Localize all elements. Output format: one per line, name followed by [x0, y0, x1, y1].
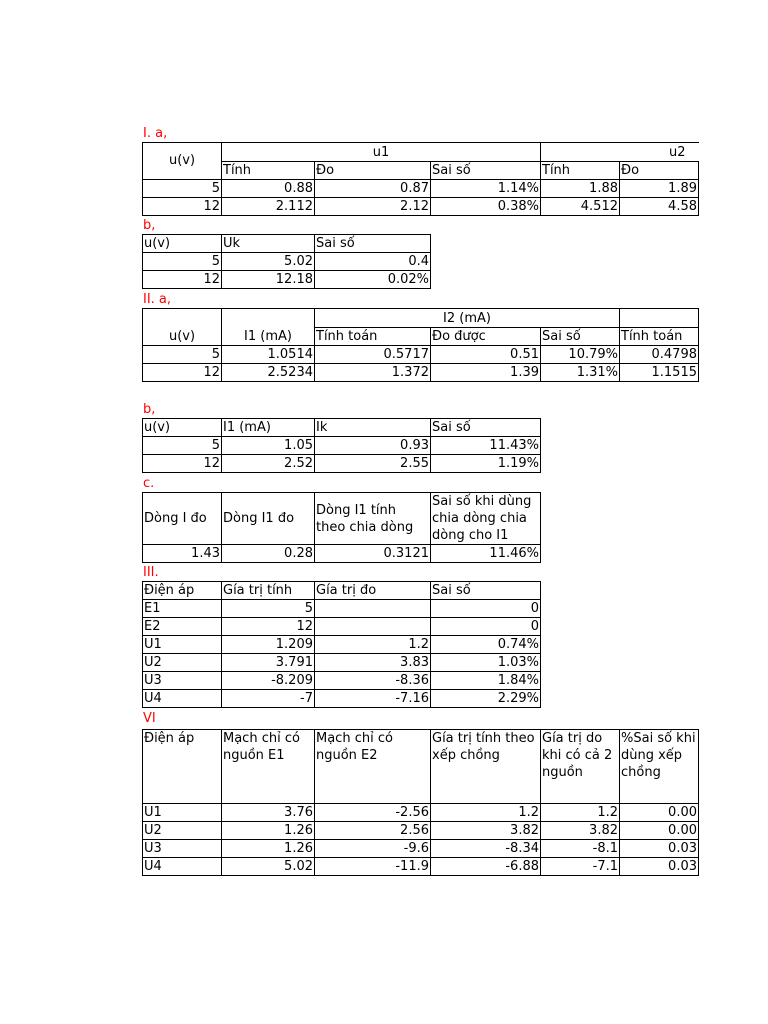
cell: -8.34 — [431, 840, 541, 858]
header-mach-e1: Mạch chỉ có nguồn E1 — [222, 730, 315, 804]
section-label-1a: I. a, — [143, 126, 168, 141]
cell: 2.5234 — [222, 364, 315, 382]
cell: 12 — [222, 618, 315, 636]
cell: 0.00 — [620, 804, 699, 822]
header-saiso: Sai số — [431, 582, 541, 600]
section-label-2c: c. — [143, 476, 155, 491]
header-ik: Ik — [315, 419, 431, 437]
cell: 0.93 — [315, 437, 431, 455]
section-label-3: III. — [143, 565, 159, 580]
table-row — [143, 654, 541, 672]
header-u1: u1 — [222, 143, 541, 162]
cell: 1.2 — [541, 804, 620, 822]
header-saiso: Sai số — [541, 327, 620, 346]
header-uv: u(v) — [143, 309, 222, 346]
cell: 0.5717 — [315, 346, 431, 364]
cell: 0.4 — [315, 253, 431, 271]
table-row — [143, 271, 431, 289]
cell: -7.1 — [541, 858, 620, 876]
cell: 5 — [143, 346, 222, 364]
cell: 1.03% — [431, 654, 541, 672]
cell: 0.02% — [315, 271, 431, 289]
cell: 3.76 — [222, 804, 315, 822]
header-gia-tri-tinh: Gía trị tính — [222, 582, 315, 600]
header-gia-tri-xep-chong: Gía trị tính theo xếp chồng — [431, 730, 541, 804]
cell: 0.51 — [431, 346, 541, 364]
cell: -7.16 — [315, 690, 431, 708]
header-uk: Uk — [222, 235, 315, 253]
cell: 2.55 — [315, 455, 431, 473]
cell: 0.88 — [222, 180, 315, 198]
cell: 1.372 — [315, 364, 431, 382]
section-label-1b: b, — [143, 218, 156, 233]
cell: 1.26 — [222, 840, 315, 858]
header-do-2: Đo — [620, 161, 699, 180]
table-row — [143, 180, 699, 198]
cell: 4.512 — [541, 198, 620, 216]
table-row — [143, 858, 699, 876]
cell: 3.83 — [315, 654, 431, 672]
cell — [315, 600, 431, 618]
table-row — [143, 346, 699, 364]
cell: 12 — [143, 198, 222, 216]
table-row — [143, 672, 541, 690]
header-tinh: Tính — [222, 161, 315, 180]
table-row — [143, 437, 541, 455]
cell: 1.89 — [620, 180, 699, 198]
cell: 4.58 — [620, 198, 699, 216]
cell: 12 — [143, 364, 222, 382]
table-2b — [142, 418, 541, 473]
cell: 5 — [143, 437, 222, 455]
table-row — [143, 636, 541, 654]
cell: 12 — [143, 455, 222, 473]
table-1a — [142, 142, 699, 216]
section-label-6: VI — [143, 711, 156, 726]
cell: 0 — [431, 618, 541, 636]
cell: 1.14% — [431, 180, 541, 198]
table-row — [143, 822, 699, 840]
cell: U1 — [143, 636, 222, 654]
cell: 1.19% — [431, 455, 541, 473]
header-mach-e2: Mạch chỉ có nguồn E2 — [315, 730, 431, 804]
cell: -9.6 — [315, 840, 431, 858]
cell: U3 — [143, 672, 222, 690]
header-saiso: Sai số — [431, 161, 541, 180]
cell: 2.112 — [222, 198, 315, 216]
table-row — [143, 253, 431, 271]
cell: 5 — [143, 180, 222, 198]
cell: 0.3121 — [315, 545, 431, 563]
cell: 11.43% — [431, 437, 541, 455]
cell: U4 — [143, 858, 222, 876]
header-i1: I1 (mA) — [222, 309, 315, 346]
cell: 0.38% — [431, 198, 541, 216]
table-row — [143, 690, 541, 708]
table-row — [143, 804, 699, 822]
cell: 3.791 — [222, 654, 315, 672]
table-row — [143, 364, 699, 382]
cell: 12.18 — [222, 271, 315, 289]
cell: 1.43 — [143, 545, 222, 563]
header-tinhtoan-2: Tính toán — [620, 327, 699, 346]
cell: -6.88 — [431, 858, 541, 876]
table-2c — [142, 492, 541, 563]
header-saiso: Sai số — [315, 235, 431, 253]
cell: 1.1515 — [620, 364, 699, 382]
cell: 2.52 — [222, 455, 315, 473]
header-dong-i1-do: Dòng I1 đo — [222, 493, 315, 545]
table-row — [143, 198, 699, 216]
header-doduoc: Đo được — [431, 327, 541, 346]
cell: -11.9 — [315, 858, 431, 876]
table-row — [143, 455, 541, 473]
table-row — [143, 618, 541, 636]
cell: -7 — [222, 690, 315, 708]
cell: 1.2 — [431, 804, 541, 822]
header-tinhtoan: Tính toán — [315, 327, 431, 346]
cell: 3.82 — [431, 822, 541, 840]
cell: -2.56 — [315, 804, 431, 822]
cell: E1 — [143, 600, 222, 618]
header-gia-tri-ca-2-nguon: Gía trị do khi có cả 2 nguồn — [541, 730, 620, 804]
section-label-2a: II. a, — [143, 292, 172, 307]
cell: 1.0514 — [222, 346, 315, 364]
header-dong-i-do: Dòng I đo — [143, 493, 222, 545]
header-saiso: Sai số — [431, 419, 541, 437]
table-1b — [142, 234, 431, 289]
cell: 0.03 — [620, 840, 699, 858]
cell: 0.00 — [620, 822, 699, 840]
cell: 2.56 — [315, 822, 431, 840]
cell: 0.03 — [620, 858, 699, 876]
cell: 1.05 — [222, 437, 315, 455]
cell: 0.87 — [315, 180, 431, 198]
header-uv: u(v) — [143, 235, 222, 253]
header-i1: I1 (mA) — [222, 419, 315, 437]
header-uv: u(v) — [143, 143, 222, 180]
table-row — [143, 840, 699, 858]
cell — [315, 618, 431, 636]
table-2a — [142, 308, 699, 382]
header-do: Đo — [315, 161, 431, 180]
cell: 0 — [431, 600, 541, 618]
cell: -8.209 — [222, 672, 315, 690]
cell: 12 — [143, 271, 222, 289]
header-tinh-2: Tính — [541, 161, 620, 180]
cell: U2 — [143, 654, 222, 672]
cell: 1.39 — [431, 364, 541, 382]
cell: U2 — [143, 822, 222, 840]
table-row — [143, 600, 541, 618]
header-i2: I2 (mA) — [315, 309, 620, 328]
cell: 0.4798 — [620, 346, 699, 364]
cell: 10.79% — [541, 346, 620, 364]
table-row — [143, 545, 541, 563]
table-6 — [142, 729, 699, 876]
header-uv: u(v) — [143, 419, 222, 437]
header-dien-ap: Điện áp — [143, 582, 222, 600]
header-dien-ap: Điện áp — [143, 730, 222, 804]
header-u2: u2 — [541, 143, 699, 162]
cell: U4 — [143, 690, 222, 708]
cell: 5 — [222, 600, 315, 618]
section-label-2b: b, — [143, 402, 156, 417]
cell: 3.82 — [541, 822, 620, 840]
cell: 1.31% — [541, 364, 620, 382]
cell: U1 — [143, 804, 222, 822]
cell: 1.2 — [315, 636, 431, 654]
header-dong-i1-tinh: Dòng I1 tính theo chia dòng — [315, 493, 431, 545]
cell: 1.209 — [222, 636, 315, 654]
cell: 2.12 — [315, 198, 431, 216]
cell: 0.28 — [222, 545, 315, 563]
cell: 1.84% — [431, 672, 541, 690]
cell: 0.74% — [431, 636, 541, 654]
cell: U3 — [143, 840, 222, 858]
cell: -8.36 — [315, 672, 431, 690]
cell: E2 — [143, 618, 222, 636]
header-gia-tri-do: Gía trị đo — [315, 582, 431, 600]
cell: -8.1 — [541, 840, 620, 858]
cell: 5.02 — [222, 253, 315, 271]
cell: 1.26 — [222, 822, 315, 840]
table-3 — [142, 581, 541, 708]
header-saiso-chia-dong: Sai số khi dùng chia dòng chia dòng cho I1 — [431, 493, 541, 545]
cell: 5 — [143, 253, 222, 271]
header-saiso-xep-chong: %Sai số khi dùng xếp chồng — [620, 730, 699, 804]
cell: 2.29% — [431, 690, 541, 708]
header-empty — [620, 309, 699, 328]
cell: 11.46% — [431, 545, 541, 563]
cell: 5.02 — [222, 858, 315, 876]
cell: 1.88 — [541, 180, 620, 198]
